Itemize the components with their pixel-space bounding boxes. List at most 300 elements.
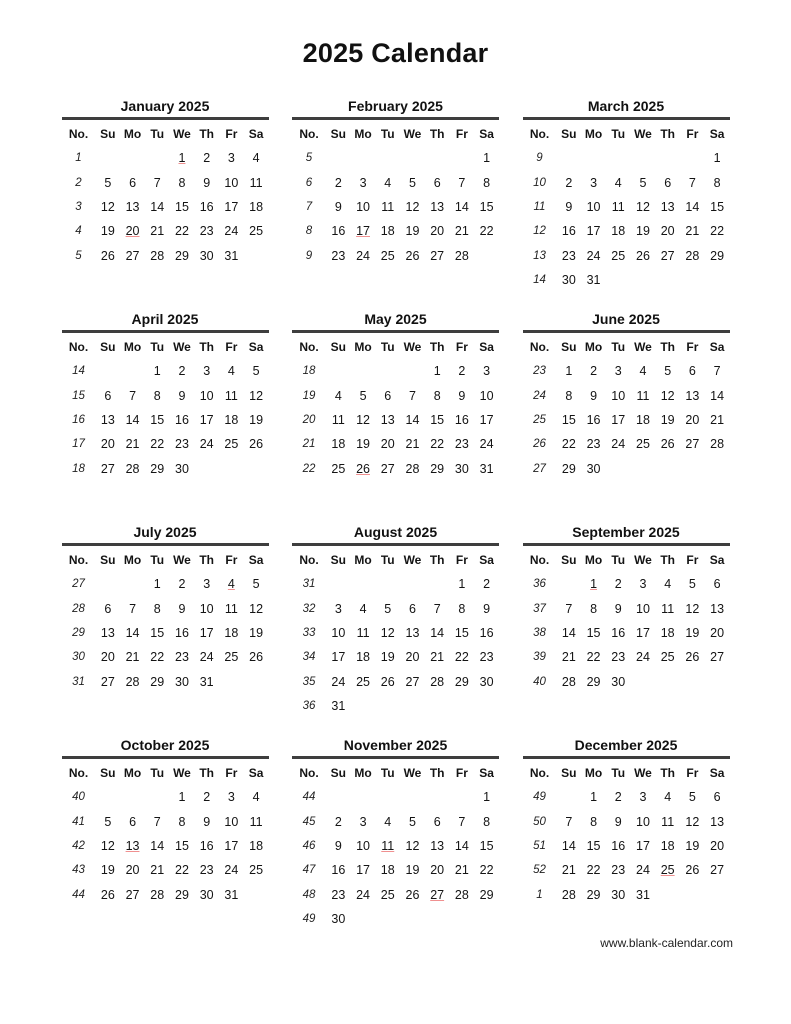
date-cell: 22 — [175, 863, 189, 878]
day-header-sa: Sa — [709, 339, 725, 354]
day-header-mo: Mo — [584, 126, 603, 141]
date-cell: 30 — [611, 887, 626, 902]
date-cell: 4 — [227, 364, 235, 379]
date-cell: 15 — [586, 625, 601, 640]
week-number: 42 — [72, 839, 85, 852]
week-number: 16 — [72, 413, 85, 426]
date-cell: 22 — [454, 650, 469, 665]
week-number: 34 — [302, 651, 316, 664]
day-header-sa: Sa — [479, 339, 494, 354]
date-cell: 7 — [153, 814, 161, 829]
date-cell: 19 — [249, 625, 264, 640]
week-number: 5 — [75, 249, 82, 262]
date-cell: 9 — [334, 838, 342, 853]
date-cell: 21 — [430, 650, 445, 665]
date-cell: 30 — [561, 273, 576, 288]
day-header-th: Th — [199, 552, 214, 567]
date-cell: 9 — [178, 601, 186, 616]
date-cell: 2 — [483, 577, 491, 592]
date-cell: 16 — [454, 412, 469, 427]
week-row — [292, 408, 499, 432]
date-cell: 13 — [660, 199, 675, 214]
date-cell: 8 — [713, 175, 721, 190]
date-cell: 28 — [405, 461, 420, 476]
holiday-date: 26 — [356, 461, 370, 476]
date-cell: 27 — [125, 248, 140, 263]
date-cell: 18 — [380, 224, 395, 239]
week-number: 41 — [72, 815, 85, 828]
date-cell: 24 — [199, 650, 214, 665]
week-row — [523, 219, 730, 243]
day-header-su: Su — [330, 552, 347, 567]
date-cell: 12 — [249, 388, 264, 403]
day-header-su: Su — [100, 126, 116, 141]
date-cell: 15 — [561, 412, 576, 427]
date-cell: 21 — [454, 863, 469, 878]
date-cell: 17 — [199, 412, 214, 427]
week-number: 44 — [302, 791, 316, 804]
week-number: 27 — [533, 462, 546, 475]
day-header-row — [523, 121, 730, 146]
empty-cell — [631, 670, 656, 694]
day-header-we: We — [173, 126, 191, 141]
date-cell: 24 — [611, 437, 626, 452]
date-cell: 5 — [104, 814, 112, 829]
month-title-rule — [523, 543, 730, 546]
date-cell: 16 — [199, 199, 214, 214]
day-header-row — [292, 334, 499, 359]
week-number: 49 — [302, 913, 316, 926]
date-cell: 16 — [331, 863, 346, 878]
month-september-2025 — [523, 524, 730, 711]
date-cell: 27 — [125, 887, 140, 902]
day-header-su: Su — [100, 765, 116, 780]
week-row — [523, 408, 730, 432]
date-cell: 31 — [479, 461, 494, 476]
date-cell: 23 — [586, 437, 601, 452]
date-cell: 9 — [334, 199, 342, 214]
empty-cell — [400, 785, 425, 809]
holiday-date: 4 — [227, 577, 235, 592]
empty-cell — [96, 146, 121, 170]
week-row — [292, 785, 499, 809]
date-cell: 21 — [125, 650, 140, 665]
date-cell: 4 — [334, 388, 342, 403]
empty-cell — [425, 785, 450, 809]
months-grid — [62, 98, 730, 927]
day-header-th: Th — [429, 552, 445, 567]
date-cell: 6 — [433, 175, 441, 190]
date-cell: 2 — [334, 175, 342, 190]
date-cell: 7 — [713, 364, 721, 379]
date-cell: 7 — [688, 175, 696, 190]
date-cell: 8 — [458, 601, 466, 616]
date-cell: 22 — [150, 650, 165, 665]
week-number: 18 — [72, 462, 85, 475]
week-number: 36 — [533, 578, 546, 591]
date-cell: 11 — [331, 412, 345, 427]
date-cell: 8 — [178, 814, 186, 829]
day-header-th: Th — [660, 552, 675, 567]
empty-cell — [680, 457, 705, 481]
empty-cell — [145, 785, 170, 809]
day-header-tu: Tu — [611, 552, 626, 567]
date-cell: 17 — [479, 412, 494, 427]
date-cell: 4 — [384, 814, 392, 829]
month-title-rule — [292, 756, 499, 759]
empty-cell — [474, 907, 499, 931]
date-cell: 26 — [249, 437, 264, 452]
week-number: 44 — [72, 888, 85, 901]
empty-cell — [375, 785, 400, 809]
date-cell: 28 — [561, 887, 576, 902]
date-cell: 19 — [380, 650, 395, 665]
date-cell: 5 — [359, 388, 367, 403]
holiday-date: 20 — [125, 224, 140, 239]
day-header-tu: Tu — [380, 339, 395, 354]
date-cell: 2 — [565, 175, 573, 190]
month-title-rule — [62, 330, 269, 333]
date-cell: 20 — [100, 650, 115, 665]
week-number: 4 — [75, 225, 82, 238]
empty-cell — [581, 146, 606, 170]
month-title-rule — [62, 756, 269, 759]
date-cell: 30 — [611, 674, 626, 689]
date-cell: 5 — [688, 577, 696, 592]
empty-cell — [631, 146, 656, 170]
week-number: 36 — [302, 700, 316, 713]
date-cell: 6 — [433, 814, 441, 829]
day-header-th: Th — [199, 126, 214, 141]
date-cell: 4 — [614, 175, 622, 190]
date-cell: 1 — [153, 577, 161, 592]
month-grid — [292, 760, 499, 931]
date-cell: 17 — [331, 650, 346, 665]
week-number-header: No. — [299, 765, 319, 780]
week-row — [292, 809, 499, 833]
week-number-header: No. — [529, 339, 550, 354]
date-cell: 14 — [454, 199, 469, 214]
day-header-mo: Mo — [584, 765, 603, 780]
week-row — [292, 694, 499, 718]
empty-cell — [375, 572, 400, 596]
week-row — [523, 146, 730, 170]
date-cell: 8 — [483, 175, 491, 190]
empty-cell — [326, 359, 351, 383]
date-cell: 2 — [178, 364, 186, 379]
date-cell: 15 — [150, 625, 165, 640]
date-cell: 31 — [224, 248, 239, 263]
week-number: 31 — [302, 578, 316, 591]
date-cell: 22 — [586, 650, 601, 665]
date-cell: 30 — [175, 461, 189, 476]
week-row — [62, 359, 269, 383]
week-number: 12 — [533, 225, 546, 238]
empty-cell — [631, 268, 656, 292]
empty-cell — [120, 359, 145, 383]
week-row — [523, 645, 730, 669]
date-cell: 21 — [561, 650, 576, 665]
week-number-header: No. — [299, 126, 319, 141]
day-header-tu: Tu — [150, 126, 165, 141]
day-header-su: Su — [330, 339, 347, 354]
date-cell: 5 — [688, 790, 696, 805]
date-cell: 11 — [224, 601, 238, 616]
date-cell: 18 — [249, 199, 264, 214]
month-title-rule — [62, 543, 269, 546]
date-cell: 25 — [249, 863, 264, 878]
day-header-row — [62, 547, 269, 572]
empty-cell — [375, 146, 400, 170]
day-header-fr: Fr — [455, 552, 468, 567]
date-cell: 9 — [178, 388, 186, 403]
date-cell: 16 — [331, 224, 346, 239]
date-cell: 27 — [660, 248, 675, 263]
week-number: 14 — [72, 365, 85, 378]
week-row — [292, 621, 499, 645]
date-cell: 6 — [688, 364, 696, 379]
date-cell: 22 — [430, 437, 445, 452]
date-cell: 24 — [199, 437, 214, 452]
empty-cell — [326, 146, 351, 170]
month-grid — [62, 547, 269, 694]
date-cell: 27 — [380, 461, 395, 476]
day-header-tu: Tu — [380, 552, 395, 567]
week-number-header: No. — [299, 339, 319, 354]
date-cell: 22 — [586, 863, 601, 878]
date-cell: 26 — [380, 674, 395, 689]
day-header-su: Su — [330, 765, 347, 780]
week-number: 17 — [72, 438, 85, 451]
date-cell: 17 — [611, 412, 626, 427]
empty-cell — [375, 694, 400, 718]
day-header-su: Su — [561, 552, 577, 567]
day-header-th: Th — [429, 126, 445, 141]
empty-cell — [450, 907, 475, 931]
date-cell: 4 — [359, 601, 367, 616]
day-header-fr: Fr — [686, 552, 699, 567]
empty-cell — [351, 572, 376, 596]
date-cell: 24 — [636, 863, 650, 878]
week-row — [292, 858, 499, 882]
day-header-mo: Mo — [123, 126, 142, 141]
date-cell: 29 — [710, 248, 725, 263]
week-number: 47 — [302, 864, 316, 877]
week-number: 51 — [533, 839, 546, 852]
date-cell: 26 — [685, 650, 700, 665]
date-cell: 13 — [405, 625, 420, 640]
month-title: October 2025 — [120, 737, 210, 753]
week-number: 10 — [533, 176, 546, 189]
date-cell: 1 — [178, 790, 186, 805]
month-march-2025 — [523, 98, 730, 288]
week-number-header: No. — [68, 339, 89, 354]
date-cell: 10 — [586, 199, 601, 214]
date-cell: 12 — [405, 199, 420, 214]
date-cell: 2 — [203, 790, 211, 805]
day-header-row — [62, 121, 269, 146]
week-number: 43 — [72, 864, 85, 877]
date-cell: 14 — [561, 625, 576, 640]
day-header-su: Su — [561, 126, 577, 141]
week-row — [523, 359, 730, 383]
date-cell: 19 — [249, 412, 264, 427]
empty-cell — [400, 572, 425, 596]
date-cell: 29 — [561, 461, 576, 476]
day-header-su: Su — [330, 126, 347, 141]
date-cell: 17 — [356, 863, 370, 878]
day-header-th: Th — [199, 765, 214, 780]
date-cell: 18 — [611, 224, 626, 239]
holiday-date: 17 — [356, 224, 370, 239]
date-cell: 29 — [150, 674, 165, 689]
date-cell: 26 — [685, 863, 700, 878]
date-cell: 8 — [565, 388, 573, 403]
week-row — [62, 834, 269, 858]
day-header-tu: Tu — [611, 765, 626, 780]
day-header-tu: Tu — [380, 765, 395, 780]
date-cell: 25 — [224, 650, 239, 665]
empty-cell — [326, 785, 351, 809]
week-number: 11 — [533, 200, 546, 213]
week-number: 27 — [72, 578, 85, 591]
empty-cell — [425, 694, 450, 718]
date-cell: 7 — [565, 601, 573, 616]
date-cell: 27 — [685, 437, 700, 452]
date-cell: 8 — [590, 601, 598, 616]
week-number: 40 — [72, 791, 85, 804]
week-row — [292, 432, 499, 456]
date-cell: 5 — [408, 175, 416, 190]
date-cell: 2 — [590, 364, 598, 379]
date-cell: 15 — [479, 199, 494, 214]
date-cell: 7 — [129, 601, 137, 616]
day-header-th: Th — [660, 126, 675, 141]
date-cell: 15 — [479, 838, 494, 853]
date-cell: 28 — [125, 674, 140, 689]
date-cell: 10 — [199, 388, 214, 403]
date-cell: 6 — [104, 601, 112, 616]
date-cell: 7 — [565, 814, 573, 829]
empty-cell — [244, 670, 269, 694]
date-cell: 6 — [129, 175, 137, 190]
month-title: January 2025 — [120, 98, 210, 114]
site-footer-url: www.blank-calendar.com — [600, 936, 733, 950]
week-row — [62, 645, 269, 669]
week-row — [62, 146, 269, 170]
date-cell: 18 — [331, 437, 346, 452]
day-header-sa: Sa — [479, 765, 494, 780]
month-grid — [523, 334, 730, 481]
date-cell: 30 — [199, 887, 214, 902]
date-cell: 25 — [356, 674, 370, 689]
date-cell: 6 — [713, 790, 721, 805]
month-title: March 2025 — [587, 98, 665, 114]
week-number-header: No. — [68, 765, 89, 780]
empty-cell — [351, 785, 376, 809]
date-cell: 10 — [199, 601, 214, 616]
date-cell: 21 — [125, 437, 140, 452]
date-cell: 5 — [104, 175, 112, 190]
empty-cell — [606, 457, 631, 481]
date-cell: 7 — [408, 388, 416, 403]
date-cell: 3 — [639, 790, 647, 805]
date-cell: 24 — [331, 674, 346, 689]
date-cell: 16 — [479, 625, 494, 640]
date-cell: 28 — [454, 248, 469, 263]
date-cell: 28 — [685, 248, 700, 263]
week-number-header: No. — [68, 552, 89, 567]
date-cell: 26 — [636, 248, 650, 263]
day-header-tu: Tu — [150, 552, 165, 567]
date-cell: 17 — [636, 838, 650, 853]
date-cell: 25 — [660, 650, 675, 665]
date-cell: 16 — [611, 625, 626, 640]
empty-cell — [655, 268, 680, 292]
date-cell: 21 — [150, 224, 165, 239]
week-number: 50 — [533, 815, 546, 828]
date-cell: 17 — [224, 838, 239, 853]
date-cell: 13 — [430, 199, 445, 214]
date-cell: 30 — [586, 461, 601, 476]
date-cell: 27 — [710, 863, 725, 878]
month-title-rule — [292, 330, 499, 333]
date-cell: 27 — [100, 674, 115, 689]
week-number: 5 — [305, 152, 313, 165]
week-row — [523, 195, 730, 219]
date-cell: 3 — [227, 790, 235, 805]
date-cell: 8 — [483, 814, 491, 829]
week-row — [292, 244, 499, 268]
month-title: August 2025 — [353, 524, 438, 540]
date-cell: 29 — [586, 674, 601, 689]
date-cell: 7 — [129, 388, 137, 403]
date-cell: 23 — [331, 248, 346, 263]
week-number: 45 — [302, 815, 316, 828]
week-row — [292, 195, 499, 219]
day-header-we: We — [173, 765, 191, 780]
date-cell: 29 — [175, 248, 189, 263]
week-row — [523, 432, 730, 456]
week-number: 8 — [305, 225, 313, 238]
week-number: 24 — [533, 389, 546, 402]
day-header-row — [292, 547, 499, 572]
empty-cell — [326, 572, 351, 596]
date-cell: 6 — [408, 601, 416, 616]
date-cell: 16 — [175, 625, 189, 640]
date-cell: 19 — [405, 224, 420, 239]
day-header-we: We — [173, 552, 191, 567]
week-row — [62, 244, 269, 268]
date-cell: 28 — [430, 674, 445, 689]
month-grid — [62, 760, 269, 907]
date-cell: 23 — [175, 437, 189, 452]
week-number: 13 — [533, 249, 546, 262]
date-cell: 1 — [565, 364, 573, 379]
week-row — [523, 383, 730, 407]
empty-cell — [705, 670, 730, 694]
week-number: 26 — [533, 438, 546, 451]
date-cell: 22 — [175, 224, 189, 239]
date-cell: 23 — [479, 650, 494, 665]
empty-cell — [244, 457, 269, 481]
date-cell: 13 — [710, 601, 725, 616]
day-header-row — [523, 760, 730, 785]
month-january-2025 — [62, 98, 269, 285]
date-cell: 28 — [454, 887, 469, 902]
date-cell: 10 — [224, 814, 239, 829]
date-cell: 24 — [224, 863, 239, 878]
